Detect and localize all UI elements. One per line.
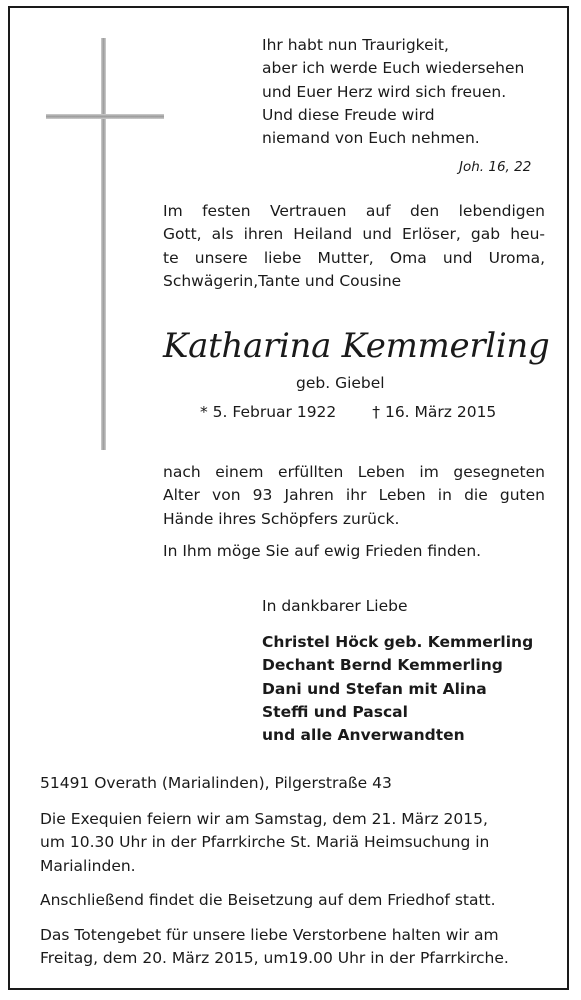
bible-verse (262, 34, 524, 150)
exequies-line: Die Exequien feiern wir am Samstag, dem 21. März 2015, (40, 810, 488, 828)
prayer-service-line: Das Totengebet für unsere liebe Verstorbene halten wir am (40, 926, 499, 944)
exequies-line: Marialinden. (40, 856, 136, 875)
intro-line: te unsere liebe Mutter, Oma und Uroma, (163, 248, 545, 267)
address: 51491 Overath (Marialinden), Pilgerstraße 43 (40, 774, 392, 792)
verse-line: Ihr habt nun Traurigkeit, (262, 36, 449, 54)
life-line: Hände ihres Schöpfers zurück. (163, 509, 400, 528)
prayer-service-line: Freitag, dem 20. März 2015, um19.00 Uhr in der Pfarrkirche. (40, 949, 509, 968)
life-dates (200, 401, 496, 424)
mourner-name: Dechant Bernd Kemmerling (262, 656, 503, 675)
exequies-paragraph (40, 808, 532, 878)
mourners-list (262, 631, 533, 747)
verse-line: niemand von Euch nehmen. (262, 129, 480, 148)
birth-name: geb. Giebel (296, 374, 385, 392)
mourner-name: Christel Höck geb. Kemmerling (262, 633, 534, 651)
prayer-service-paragraph (40, 924, 532, 971)
life-line: Alter von 93 Jahren ihr Leben in die guten (163, 486, 545, 505)
mourner-name: Dani und Stefan mit Alina (262, 679, 487, 698)
mourner-name: und alle Anverwandten (262, 726, 465, 745)
verse-line: aber ich werde Euch wiedersehen (262, 59, 525, 78)
verse-reference: Joh. 16, 22 (459, 159, 532, 175)
intro-line: Schwägerin,Tante und Cousine (163, 271, 402, 290)
birth-date: * 5. Februar 1922 (200, 403, 337, 421)
intro-paragraph (163, 200, 545, 293)
verse-line: und Euer Herz wird sich freuen. (262, 82, 507, 101)
verse-line: Und diese Freude wird (262, 105, 435, 124)
mourner-name: Steffi und Pascal (262, 702, 408, 721)
peace-line: In Ihm möge Sie auf ewig Frieden finden. (163, 542, 482, 560)
mourners-heading: In dankbarer Liebe (262, 597, 408, 615)
cross-bar (46, 114, 164, 119)
life-paragraph (163, 461, 545, 531)
life-line: nach einem erfüllten Leben im gesegneten (163, 463, 545, 481)
burial-line: Anschließend findet die Beisetzung auf dem Friedhof statt. (40, 891, 496, 909)
death-date: † 16. März 2015 (372, 403, 497, 421)
intro-line: Im festen Vertrauen auf den lebendigen (163, 202, 545, 220)
exequies-line: um 10.30 Uhr in der Pfarrkirche St. Mariä Heimsuchung in (40, 833, 490, 852)
deceased-name: Katharina Kemmerling (163, 326, 550, 366)
cross-icon (101, 38, 106, 450)
intro-line: Gott, als ihren Heiland und Erlöser, gab heu- (163, 225, 545, 244)
